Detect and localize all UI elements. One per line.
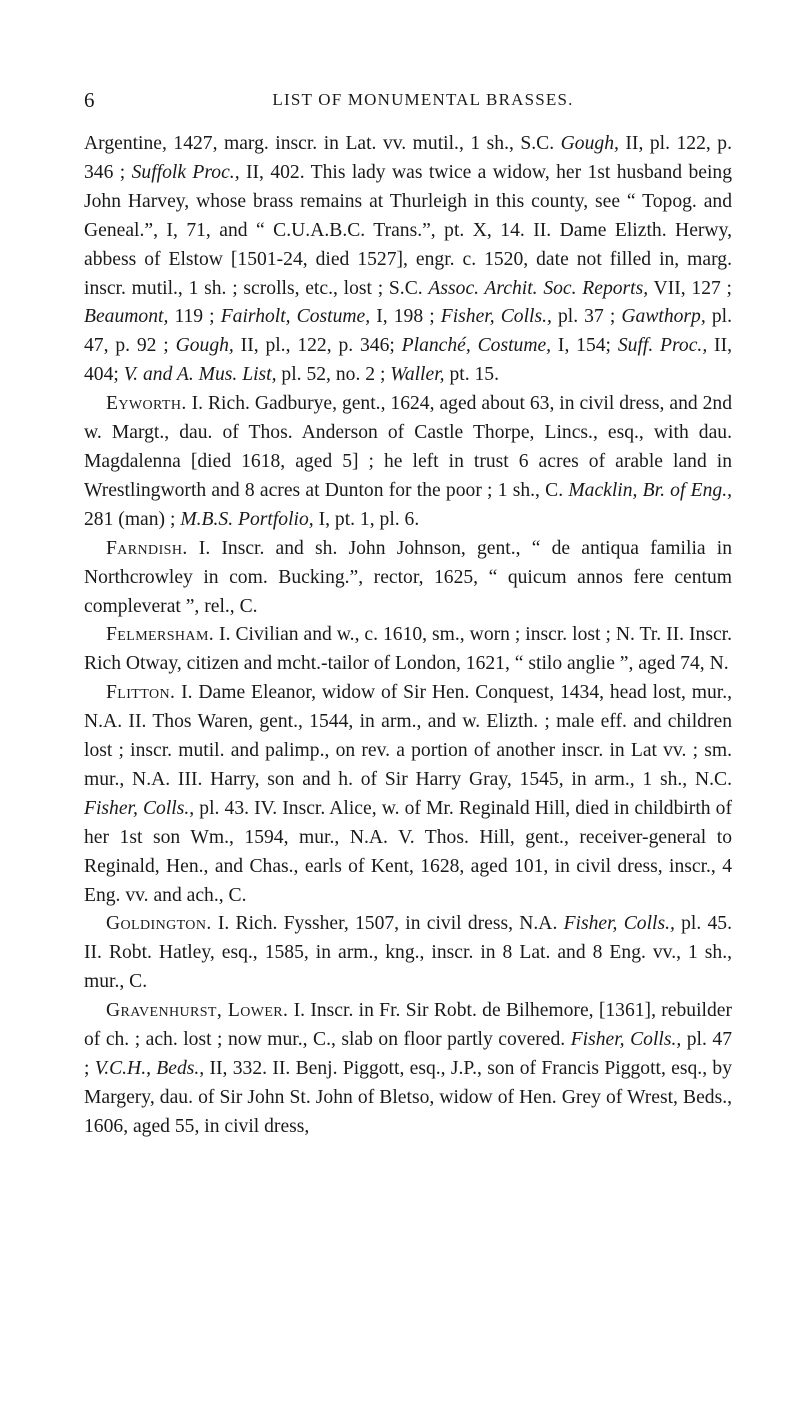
place-name: Felmersham. — [106, 624, 215, 646]
entry-text: II, pl. 122, p. 346 ; — [84, 133, 732, 183]
place-name: Eyworth. — [106, 393, 187, 415]
book-page — [84, 88, 732, 1142]
entry-text: pl. 47 ; — [84, 1029, 732, 1079]
entry-text: I. Civilian and w., c. 1610, sm., worn ; inscr. lost ; N. Tr. II. Inscr. Rich Otway, citizen and mcht.-tailor of London, 1621, “ stilo anglie ”, aged 74, N. — [84, 624, 732, 675]
entry-goldington — [84, 910, 732, 997]
entry-text: I. Inscr. and sh. John Johnson, gent., “ de antiqua familia in Northcrowley in com. Bucking.”, rector, 1625, “ quicum annos fere centum compleverat ”, rel., C. — [84, 537, 732, 617]
reference-title: Beaumont, — [84, 306, 169, 328]
entry-text: pl. 37 ; — [551, 306, 622, 328]
reference-title: Fisher, Colls., — [570, 1029, 682, 1051]
running-head — [84, 88, 732, 116]
reference-title: Macklin, Br. of Eng., — [568, 479, 732, 501]
entry-text: Argentine, 1427, marg. inscr. in Lat. vv. mutil., 1 sh., S.C. — [84, 133, 561, 154]
reference-title: Suff. Proc., — [617, 335, 708, 357]
entry-text: VII, 127 ; — [648, 277, 732, 299]
entry-flitton — [84, 679, 732, 910]
entry-text: pl. 43. IV. Inscr. Alice, w. of Mr. Reginald Hill, died in childbirth of her 1st son Wm., 1594, mur., N.A. V. Thos. Hill, gent., receiver-general to Reginald, Hen., and Chas., earls of Kent, 1628, aged 101, in civil dress, inscr., 4 Eng. vv. and ach., C. — [84, 797, 732, 906]
reference-title: V. and A. Mus. List, — [123, 364, 277, 386]
page-number: 6 — [84, 88, 95, 112]
reference-title: Gough, — [560, 133, 619, 154]
reference-title: Waller, — [390, 364, 445, 386]
place-name: Goldington. — [106, 913, 212, 935]
reference-title: Gough, — [175, 335, 234, 357]
entry-farndish — [84, 535, 732, 622]
entry-gravenhurst-lower — [84, 997, 732, 1142]
entry-text: II, 404; — [84, 335, 733, 386]
entry-text: I, 198 ; — [370, 306, 441, 328]
entry-text: II, 332. II. Benj. Piggott, esq., J.P., son of Francis Piggott, esq., by Margery, dau. of Sir John St. John of Bletso, widow of Hen. Grey of Wrest, Beds., 1606, aged 55, in civil dress, — [84, 1058, 732, 1137]
entry-text: pl. 47, p. 92 ; — [84, 306, 732, 357]
reference-title: Fisher, Colls., — [563, 913, 675, 935]
entry-argentine — [84, 130, 732, 390]
reference-title: Fisher, Colls., — [84, 797, 195, 819]
entry-text: I. Inscr. in Fr. Sir Robt. de Bilhemore, [1361], rebuilder of ch. ; ach. lost ; now mur., C., slab on floor partly covered. — [84, 1000, 732, 1051]
reference-title: Fisher, Colls., — [440, 306, 552, 328]
place-name: Farndish. — [106, 537, 188, 559]
entry-text: II, 402. This lady was twice a widow, her 1st husband being John Harvey, whose brass remains at Thurleigh in this county, see “ Topog. and Geneal.”, I, 71, and “ C.U.A.B.C. Trans.”, pt. X, 14. II. Dame Elizth. Herwy, abbess of Elstow [1501-24, died 1527], engr. c. 1520, date not filled in, marg. inscr. mutil., 1 sh. ; scrolls, etc., lost ; S.C. — [84, 161, 732, 299]
reference-title: Assoc. Archit. Soc. Reports, — [428, 277, 649, 299]
place-name: Gravenhurst, Lower. — [106, 1000, 289, 1022]
entry-text: pl. 52, no. 2 ; — [276, 364, 391, 386]
entries-body — [84, 130, 732, 1142]
reference-title: Fairholt, Costume, — [220, 306, 371, 328]
entry-text: 119 ; — [168, 306, 221, 328]
entry-text: I. Rich. Gadburye, gent., 1624, aged about 63, in civil dress, and 2nd w. Margt., dau. of Thos. Anderson of Castle Thorpe, Lincs., esq., with dau. Magdalenna [died 1618, aged 5] ; he left in trust 6 acres of arable land in Wrestlingworth and 8 acres at Dunton for the poor ; 1 sh., C. — [84, 393, 732, 501]
entry-text: I, pt. 1, pl. 6. — [313, 508, 420, 530]
running-title: LIST OF MONUMENTAL BRASSES. — [272, 90, 574, 109]
place-name: Flitton. — [106, 682, 176, 704]
entry-text: I. Dame Eleanor, widow of Sir Hen. Conquest, 1434, head lost, mur., N.A. II. Thos Waren, gent., 1544, in arm., and w. Elizth. ; male eff. and children lost ; inscr. mutil. and palimp., on rev. a portion of another inscr. in Lat vv. ; sm. mur., N.A. III. Harry, son and h. of Sir Harry Gray, 1545, in arm., 1 sh., N.C. — [84, 682, 732, 790]
entry-eyworth — [84, 390, 732, 535]
entry-felmersham — [84, 621, 732, 679]
entry-text: 281 (man) ; — [84, 508, 181, 530]
entry-text: pl. 45. II. Robt. Hatley, esq., 1585, in arm., kng., inscr. in 8 Lat. and 8 Eng. vv., 1 sh., mur., C. — [84, 913, 732, 993]
reference-title: Planché, Costume, — [401, 335, 552, 357]
entry-text: I. Rich. Fyssher, 1507, in civil dress, N.A. — [211, 913, 564, 935]
reference-title: V.C.H., Beds., — [94, 1058, 205, 1079]
reference-title: Suffolk Proc., — [131, 161, 240, 183]
entry-text: I, 154; — [551, 335, 618, 357]
entry-text: II, pl., 122, p. 346; — [233, 335, 402, 357]
reference-title: M.B.S. Portfolio, — [180, 508, 314, 530]
entry-text: pt. 15. — [444, 364, 499, 386]
reference-title: Gawthorp, — [621, 306, 706, 328]
